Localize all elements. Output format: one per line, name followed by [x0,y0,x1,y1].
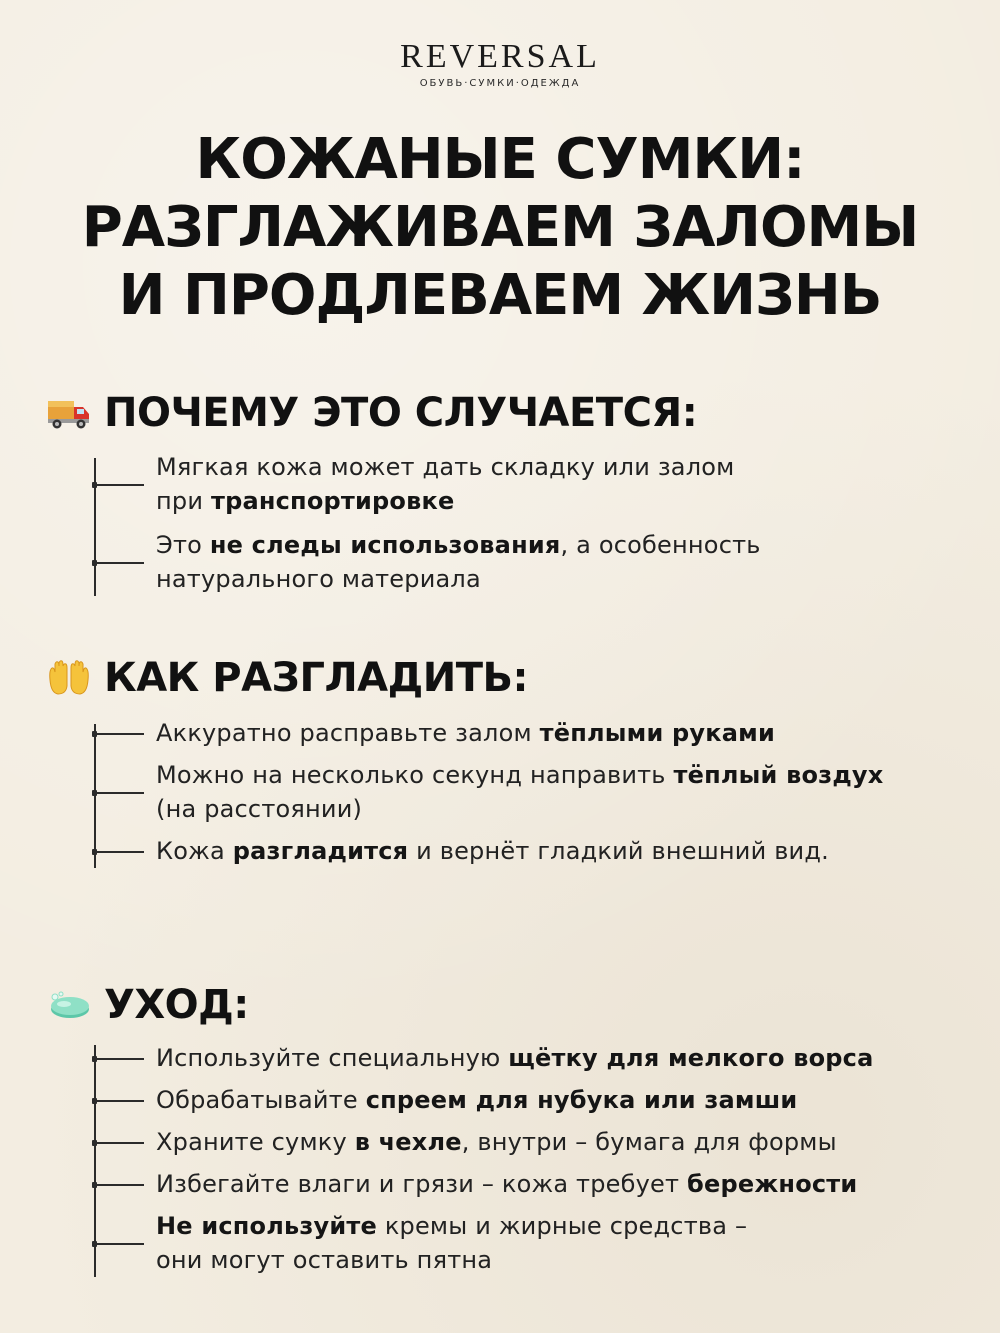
emphasis-text: спреем для нубука или замши [365,1086,798,1114]
brand-tagline: ОБУВЬ·СУМКИ·ОДЕЖДА [419,78,581,89]
list-item [156,716,775,750]
emphasis-text: щётку для мелкого ворса [508,1044,874,1072]
list-item-line [156,528,761,562]
list-item-line [156,1125,837,1159]
soap-bar-icon [46,985,92,1025]
list-item-line [156,758,883,792]
emphasis-text: тёплыми руками [539,719,775,747]
body-text: натурального материала [156,565,481,593]
body-text: (на расстоянии) [156,795,363,823]
raised-hands-icon [46,658,92,698]
list-item-line [156,792,883,826]
list-item-line [156,1083,797,1117]
body-text: они могут оставить пятна [156,1246,493,1274]
list-item-line [156,834,829,868]
body-text: Обрабатывайте [156,1086,366,1114]
emphasis-text: транспортировке [210,487,455,515]
bullet-branch [94,1058,144,1060]
list-item-line [156,1167,857,1201]
emphasis-text: бережности [687,1170,858,1198]
page-title [0,126,1000,330]
list-item [156,1083,797,1117]
body-text: и вернёт гладкий внешний вид. [408,837,829,865]
title-line-3: И ПРОДЛЕВАЕМ ЖИЗНЬ [118,263,882,328]
bullet-branch [94,1184,144,1186]
list-item [156,450,734,518]
body-text: Аккуратно расправьте залом [156,719,540,747]
body-text: Можно на несколько секунд направить [156,761,674,789]
list-item-line [156,1041,874,1075]
section-heading-text: ПОЧЕМУ ЭТО СЛУЧАЕТСЯ: [104,390,698,436]
bullet-tree-line [94,458,96,596]
list-item-line [156,562,761,596]
title-line-2: РАЗГЛАЖИВАЕМ ЗАЛОМЫ [81,195,919,260]
list-item-line [156,716,775,750]
body-text: Кожа [156,837,233,865]
list-item [156,1041,874,1075]
body-text: Избегайте влаги и грязи – кожа требует [156,1170,688,1198]
list-item-line [156,450,734,484]
body-text: , внутри – бумага для формы [461,1128,837,1156]
body-text: Храните сумку [156,1128,355,1156]
body-text: кремы и жирные средства – [376,1212,748,1240]
bullet-branch [94,851,144,853]
list-item-line [156,484,734,518]
emphasis-text: разгладится [232,837,409,865]
section-heading-why [46,390,697,436]
list-item [156,1125,837,1159]
emphasis-text: Не используйте [156,1212,377,1240]
bullet-branch [94,733,144,735]
bullet-branch [94,1100,144,1102]
body-text: Используйте специальную [156,1044,509,1072]
bullet-tree-line [94,724,96,868]
body-text: при [156,487,211,515]
title-line-1: КОЖАНЫЕ СУМКИ: [195,127,805,192]
body-text: Мягкая кожа может дать складку или залом [156,453,735,481]
section-heading-text: КАК РАЗГЛАДИТЬ: [104,655,529,701]
list-item-line [156,1243,747,1277]
bullet-tree-line [94,1045,96,1277]
list-item-line [156,1209,747,1243]
bullet-branch [94,1142,144,1144]
brand-logo [0,40,1000,89]
section-heading-care [46,982,249,1028]
section-heading-how [46,655,528,701]
bullet-branch [94,562,144,564]
list-item [156,528,761,596]
emphasis-text: тёплый воздух [673,761,884,789]
bullet-branch [94,792,144,794]
body-text: , а особенность [560,531,761,559]
list-item [156,1209,747,1277]
brand-name: REVERSAL [400,38,600,75]
body-text: Это [156,531,210,559]
delivery-truck-icon [46,393,92,433]
list-item [156,834,829,868]
bullet-branch [94,484,144,486]
emphasis-text: в чехле [354,1128,462,1156]
list-item [156,1167,857,1201]
emphasis-text: не следы использования [209,531,561,559]
list-item [156,758,883,826]
section-heading-text: УХОД: [104,982,249,1028]
bullet-branch [94,1243,144,1245]
